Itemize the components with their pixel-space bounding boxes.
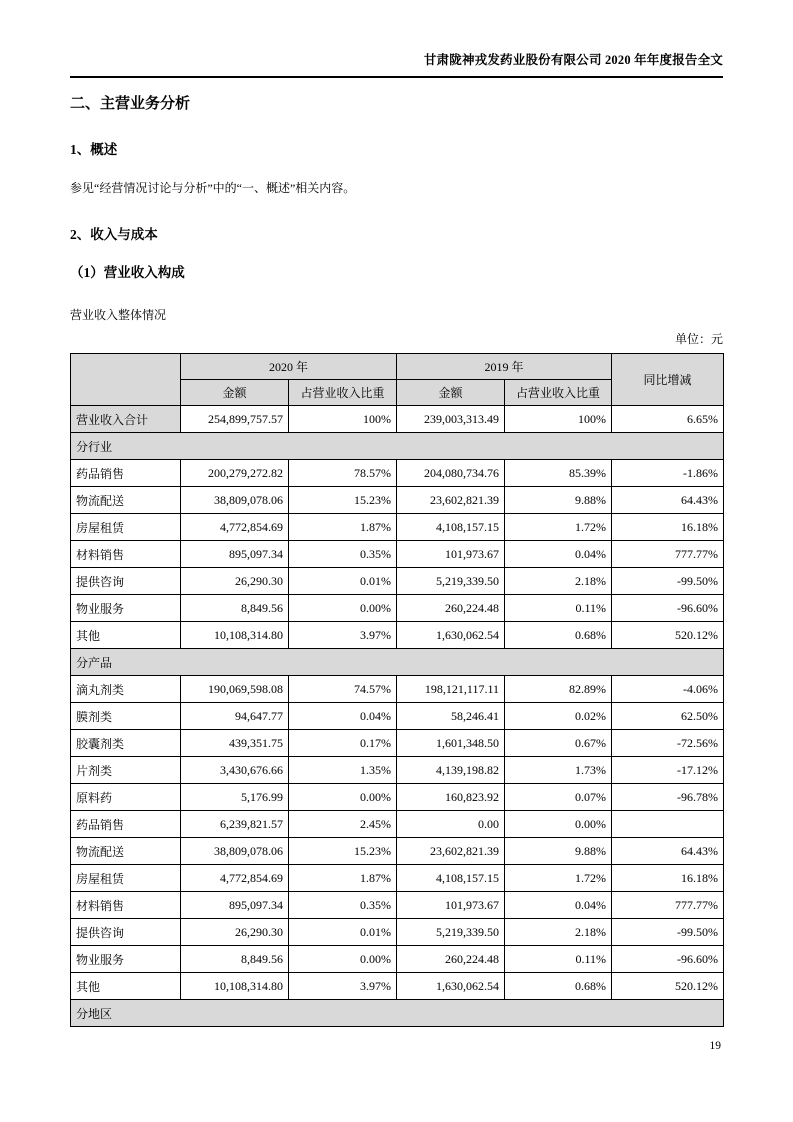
page-number: 19: [709, 1040, 721, 1052]
cell-value: 0.01%: [289, 568, 397, 595]
cell-value: 520.12%: [612, 973, 724, 1000]
table-row: [71, 676, 724, 703]
row-label: 营业收入合计: [71, 406, 181, 433]
table-row: [71, 460, 724, 487]
table-row: [71, 595, 724, 622]
cell-value: 8,849.56: [181, 946, 289, 973]
cell-value: 254,899,757.57: [181, 406, 289, 433]
row-label: 其他: [71, 622, 181, 649]
section-label: 分行业: [71, 433, 724, 460]
cell-value: 200,279,272.82: [181, 460, 289, 487]
row-label: 其他: [71, 973, 181, 1000]
cell-value: 26,290.30: [181, 568, 289, 595]
section-label: 分产品: [71, 649, 724, 676]
cell-value: 5,176.99: [181, 784, 289, 811]
cell-value: 26,290.30: [181, 919, 289, 946]
cell-value: 1,630,062.54: [397, 973, 505, 1000]
cell-value: 94,647.77: [181, 703, 289, 730]
cell-value: 100%: [289, 406, 397, 433]
cell-value: 38,809,078.06: [181, 838, 289, 865]
cell-value: 1.73%: [505, 757, 612, 784]
cell-value: -4.06%: [612, 676, 724, 703]
table-row: [71, 757, 724, 784]
row-label: 物流配送: [71, 487, 181, 514]
cell-value: 16.18%: [612, 514, 724, 541]
cell-value: 4,772,854.69: [181, 865, 289, 892]
row-label: 滴丸剂类: [71, 676, 181, 703]
section-label: 分地区: [71, 1000, 724, 1027]
subsection-heading-revenue-composition: （1）营业收入构成: [70, 265, 185, 280]
table-row: [71, 406, 724, 433]
revenue-composition-table: [70, 353, 724, 1027]
cell-value: 3.97%: [289, 973, 397, 1000]
table-row: [71, 703, 724, 730]
cell-value: 2.45%: [289, 811, 397, 838]
cell-value: 239,003,313.49: [397, 406, 505, 433]
row-label: 药品销售: [71, 811, 181, 838]
cell-value: 5,219,339.50: [397, 568, 505, 595]
cell-value: 1.35%: [289, 757, 397, 784]
cell-value: 82.89%: [505, 676, 612, 703]
cell-value: 4,772,854.69: [181, 514, 289, 541]
cell-value: 520.12%: [612, 622, 724, 649]
cell-value: 0.11%: [505, 946, 612, 973]
cell-value: 777.77%: [612, 892, 724, 919]
cell-value: 0.00%: [505, 811, 612, 838]
cell-value: 895,097.34: [181, 892, 289, 919]
cell-value: 0.68%: [505, 622, 612, 649]
table-row: [71, 811, 724, 838]
cell-value: 0.07%: [505, 784, 612, 811]
cell-value: 1,601,348.50: [397, 730, 505, 757]
cell-value: 198,121,117.11: [397, 676, 505, 703]
cell-value: 0.00: [397, 811, 505, 838]
row-label: 物业服务: [71, 595, 181, 622]
subsection-heading-revenue-and-cost: 2、收入与成本: [70, 227, 158, 242]
table-row: [71, 487, 724, 514]
report-title: 甘肃陇神戎发药业股份有限公司 2020 年年度报告全文: [423, 53, 723, 67]
cell-value: 0.04%: [505, 541, 612, 568]
table-row: [71, 973, 724, 1000]
overview-body-text: 参见“经营情况讨论与分析”中的“一、概述”相关内容。: [70, 181, 356, 195]
cell-value: 15.23%: [289, 838, 397, 865]
table-row: [71, 946, 724, 973]
cell-value: 0.17%: [289, 730, 397, 757]
cell-value: 895,097.34: [181, 541, 289, 568]
cell-value: 3.97%: [289, 622, 397, 649]
cell-value: -99.50%: [612, 919, 724, 946]
header-cell-yoy-change: 同比增减: [612, 354, 724, 406]
cell-value: 1.72%: [505, 865, 612, 892]
cell-value: 0.00%: [289, 595, 397, 622]
subsection-heading-overview: 1、概述: [70, 142, 118, 157]
cell-value: 777.77%: [612, 541, 724, 568]
cell-value: 101,973.67: [397, 541, 505, 568]
cell-value: 0.04%: [289, 703, 397, 730]
cell-value: -96.60%: [612, 595, 724, 622]
header-cell-empty: [71, 354, 181, 406]
header-cell-share-2019: 占营业收入比重: [505, 380, 612, 406]
table-section-row: [71, 1000, 724, 1027]
cell-value: 85.39%: [505, 460, 612, 487]
table-row: [71, 568, 724, 595]
header-cell-year-2019: 2019 年: [397, 354, 612, 380]
table-section-row: [71, 433, 724, 460]
table-row: [71, 622, 724, 649]
row-label: 材料销售: [71, 892, 181, 919]
cell-value: 1.72%: [505, 514, 612, 541]
cell-value: 0.35%: [289, 892, 397, 919]
cell-value: -96.78%: [612, 784, 724, 811]
cell-value: 62.50%: [612, 703, 724, 730]
cell-value: 0.00%: [289, 946, 397, 973]
table-row: [71, 514, 724, 541]
table-header-row-years: [71, 354, 724, 380]
cell-value: 2.18%: [505, 919, 612, 946]
cell-value: 0.02%: [505, 703, 612, 730]
header-cell-year-2020: 2020 年: [181, 354, 397, 380]
cell-value: 64.43%: [612, 838, 724, 865]
cell-value: 0.67%: [505, 730, 612, 757]
cell-value: 190,069,598.08: [181, 676, 289, 703]
cell-value: -72.56%: [612, 730, 724, 757]
cell-value: 23,602,821.39: [397, 487, 505, 514]
cell-value: 0.01%: [289, 919, 397, 946]
cell-value: 16.18%: [612, 865, 724, 892]
cell-value: 9.88%: [505, 838, 612, 865]
row-label: 提供咨询: [71, 919, 181, 946]
unit-label: 单位：元: [674, 332, 723, 346]
cell-value: 10,108,314.80: [181, 973, 289, 1000]
cell-value: 4,139,198.82: [397, 757, 505, 784]
cell-value: -96.60%: [612, 946, 724, 973]
cell-value: 204,080,734.76: [397, 460, 505, 487]
table-row: [71, 865, 724, 892]
cell-value: -1.86%: [612, 460, 724, 487]
cell-value: 2.18%: [505, 568, 612, 595]
cell-value: 9.88%: [505, 487, 612, 514]
cell-value: 6,239,821.57: [181, 811, 289, 838]
cell-value: 8,849.56: [181, 595, 289, 622]
row-label: 片剂类: [71, 757, 181, 784]
cell-value: 0.04%: [505, 892, 612, 919]
header-cell-share-2020: 占营业收入比重: [289, 380, 397, 406]
document-header: [70, 0, 723, 78]
cell-value: 10,108,314.80: [181, 622, 289, 649]
table-row: [71, 919, 724, 946]
cell-value: 0.68%: [505, 973, 612, 1000]
table-caption: 营业收入整体情况: [70, 308, 167, 322]
cell-value: 100%: [505, 406, 612, 433]
cell-value: 1,630,062.54: [397, 622, 505, 649]
table-row: [71, 730, 724, 757]
cell-value: 0.00%: [289, 784, 397, 811]
cell-value: 160,823.92: [397, 784, 505, 811]
table-section-row: [71, 649, 724, 676]
cell-value: 58,246.41: [397, 703, 505, 730]
section-heading-main-business-analysis: 二、主营业务分析: [70, 96, 191, 112]
row-label: 物业服务: [71, 946, 181, 973]
table-row: [71, 892, 724, 919]
cell-value: 3,430,676.66: [181, 757, 289, 784]
header-cell-amount-2020: 金额: [181, 380, 289, 406]
row-label: 房屋租赁: [71, 865, 181, 892]
cell-value: -99.50%: [612, 568, 724, 595]
cell-value: 23,602,821.39: [397, 838, 505, 865]
revenue-table-head: [71, 354, 724, 406]
row-label: 膜剂类: [71, 703, 181, 730]
header-cell-amount-2019: 金额: [397, 380, 505, 406]
cell-value: 1.87%: [289, 865, 397, 892]
row-label: 提供咨询: [71, 568, 181, 595]
cell-value: [612, 811, 724, 838]
row-label: 物流配送: [71, 838, 181, 865]
row-label: 房屋租赁: [71, 514, 181, 541]
table-row: [71, 784, 724, 811]
cell-value: 38,809,078.06: [181, 487, 289, 514]
row-label: 原料药: [71, 784, 181, 811]
cell-value: 1.87%: [289, 514, 397, 541]
table-row: [71, 541, 724, 568]
table-row: [71, 838, 724, 865]
cell-value: 101,973.67: [397, 892, 505, 919]
cell-value: 439,351.75: [181, 730, 289, 757]
row-label: 胶囊剂类: [71, 730, 181, 757]
row-label: 药品销售: [71, 460, 181, 487]
cell-value: -17.12%: [612, 757, 724, 784]
cell-value: 260,224.48: [397, 946, 505, 973]
cell-value: 260,224.48: [397, 595, 505, 622]
cell-value: 4,108,157.15: [397, 514, 505, 541]
row-label: 材料销售: [71, 541, 181, 568]
cell-value: 0.35%: [289, 541, 397, 568]
cell-value: 78.57%: [289, 460, 397, 487]
cell-value: 64.43%: [612, 487, 724, 514]
cell-value: 4,108,157.15: [397, 865, 505, 892]
cell-value: 74.57%: [289, 676, 397, 703]
cell-value: 5,219,339.50: [397, 919, 505, 946]
cell-value: 15.23%: [289, 487, 397, 514]
cell-value: 0.11%: [505, 595, 612, 622]
cell-value: 6.65%: [612, 406, 724, 433]
revenue-table-body: [71, 406, 724, 1027]
